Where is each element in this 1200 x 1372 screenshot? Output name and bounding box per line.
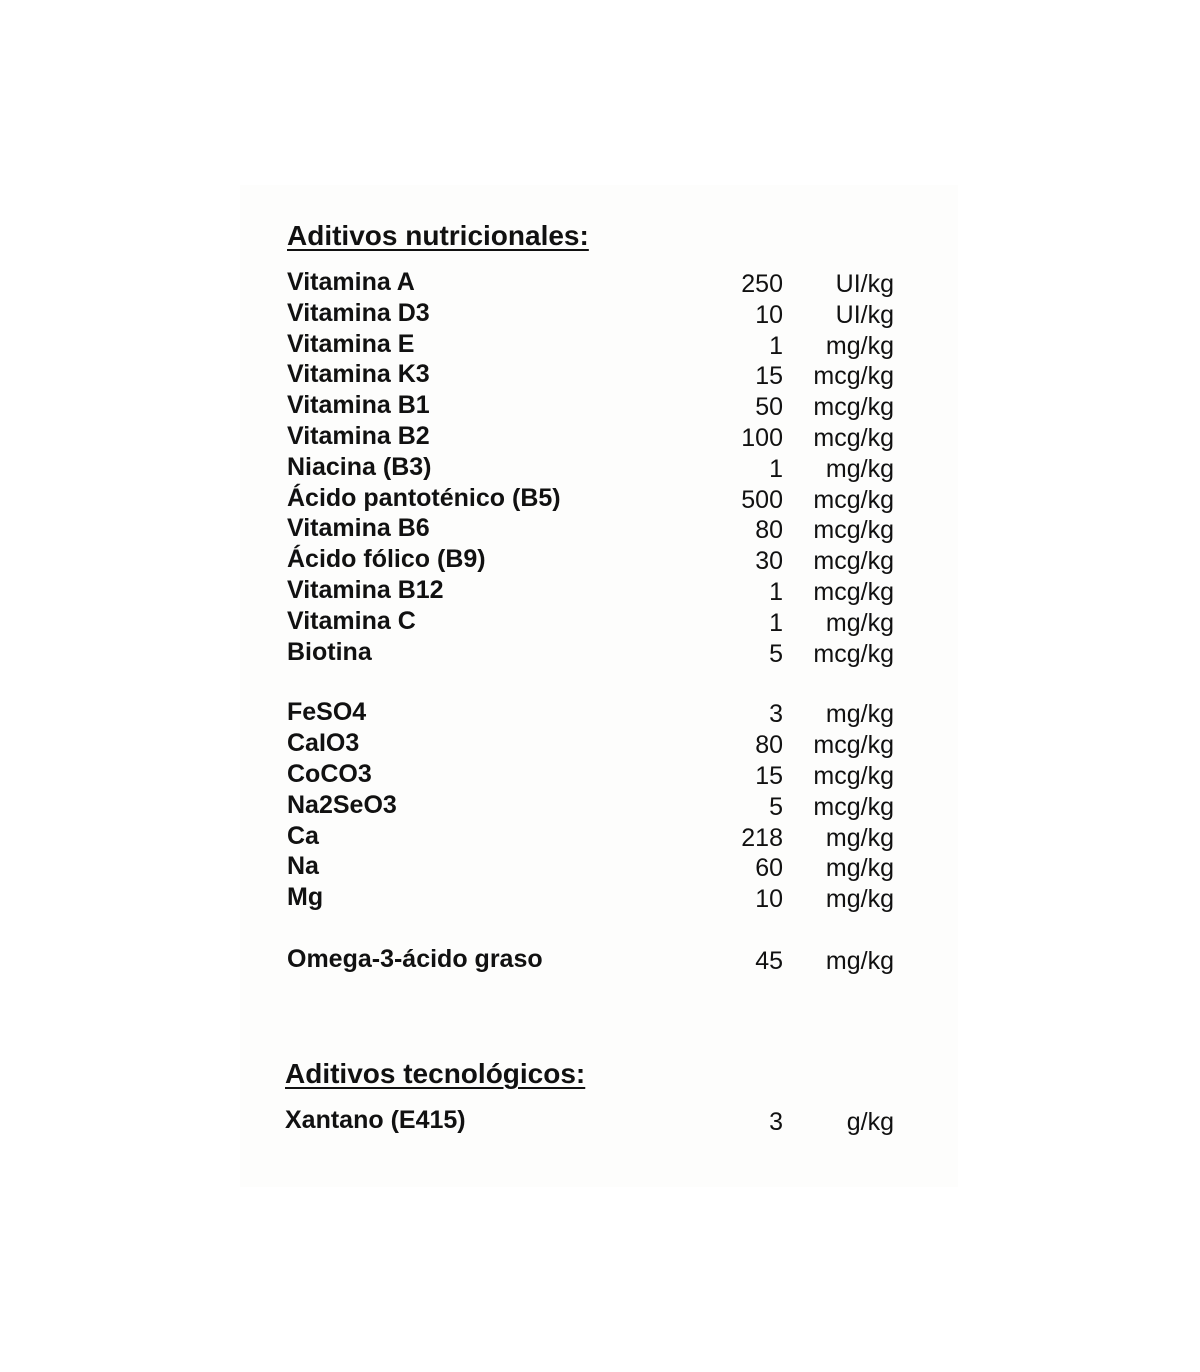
additive-row bbox=[287, 483, 907, 514]
additive-value: 1 bbox=[769, 608, 783, 637]
additive-value: 1 bbox=[769, 454, 783, 483]
additive-row bbox=[287, 267, 907, 298]
additive-row bbox=[287, 790, 907, 821]
additive-unit: mcg/kg bbox=[813, 362, 894, 391]
additive-value: 1 bbox=[769, 577, 783, 606]
additive-value: 80 bbox=[755, 516, 783, 545]
technological-list bbox=[285, 1105, 907, 1136]
additive-row bbox=[287, 513, 907, 544]
additive-unit: mg/kg bbox=[825, 331, 894, 360]
additive-row bbox=[287, 697, 907, 728]
additive-value: 15 bbox=[755, 761, 783, 790]
fatty-acids-list bbox=[287, 944, 907, 975]
additive-name: Niacina (B3) bbox=[287, 452, 432, 481]
additive-row bbox=[287, 452, 907, 483]
additive-name: Vitamina B1 bbox=[287, 391, 430, 420]
technological-heading: Aditivos tecnológicos: bbox=[285, 1057, 586, 1089]
additive-name: Vitamina D3 bbox=[287, 298, 430, 327]
additive-row bbox=[287, 544, 907, 575]
additive-name: Vitamina C bbox=[287, 606, 416, 635]
additive-value: 80 bbox=[755, 731, 783, 760]
additive-unit: mcg/kg bbox=[813, 761, 894, 790]
additive-value: 50 bbox=[755, 393, 783, 422]
section-spacer bbox=[287, 975, 907, 1057]
additive-name: Vitamina B12 bbox=[287, 575, 444, 604]
group-spacer bbox=[287, 913, 907, 944]
additive-row bbox=[287, 759, 907, 790]
additive-row bbox=[287, 359, 907, 390]
additive-unit: mcg/kg bbox=[813, 792, 894, 821]
additive-value: 30 bbox=[755, 547, 783, 576]
additive-value: 1 bbox=[769, 331, 783, 360]
additive-value: 15 bbox=[755, 362, 783, 391]
additive-row bbox=[287, 575, 907, 606]
additive-row bbox=[287, 821, 907, 852]
additive-name: Na2SeO3 bbox=[287, 790, 397, 819]
additive-unit: mg/kg bbox=[825, 823, 894, 852]
additive-row bbox=[287, 637, 907, 668]
additive-row bbox=[287, 421, 907, 452]
additive-unit: mg/kg bbox=[825, 946, 894, 975]
additive-unit: mcg/kg bbox=[813, 516, 894, 545]
additive-name: CaIO3 bbox=[287, 729, 360, 758]
additive-name: Vitamina B2 bbox=[287, 421, 430, 450]
additive-unit: mcg/kg bbox=[813, 731, 894, 760]
additive-value: 5 bbox=[769, 792, 783, 821]
additive-unit: UI/kg bbox=[835, 300, 894, 329]
additive-name: Xantano (E415) bbox=[285, 1105, 466, 1134]
additive-name: CoCO3 bbox=[287, 759, 372, 788]
additive-name: Vitamina B6 bbox=[287, 514, 430, 543]
additive-name: Vitamina E bbox=[287, 329, 415, 358]
additive-value: 5 bbox=[769, 639, 783, 668]
nutritional-heading: Aditivos nutricionales: bbox=[287, 220, 589, 251]
additive-value: 500 bbox=[741, 485, 783, 514]
additive-unit: mcg/kg bbox=[813, 577, 894, 606]
additive-row bbox=[287, 606, 907, 637]
additives-table bbox=[287, 219, 907, 1136]
additive-unit: mg/kg bbox=[825, 700, 894, 729]
additive-unit: mg/kg bbox=[825, 454, 894, 483]
additive-value: 10 bbox=[755, 885, 783, 914]
additive-unit: mcg/kg bbox=[813, 485, 894, 514]
additive-name: Ácido pantoténico (B5) bbox=[287, 483, 561, 512]
additive-row bbox=[285, 1105, 907, 1136]
additive-row bbox=[287, 851, 907, 882]
additive-unit: UI/kg bbox=[835, 270, 894, 298]
additive-row bbox=[287, 298, 907, 329]
additive-value: 3 bbox=[769, 700, 783, 729]
additive-name: Na bbox=[287, 852, 319, 881]
additive-name: Vitamina K3 bbox=[287, 360, 430, 389]
additive-value: 45 bbox=[755, 946, 783, 975]
additive-unit: mg/kg bbox=[825, 885, 894, 914]
minerals-list bbox=[287, 697, 907, 913]
additive-unit: mcg/kg bbox=[813, 639, 894, 668]
additive-value: 218 bbox=[741, 823, 783, 852]
additive-row bbox=[287, 329, 907, 360]
additive-value: 250 bbox=[741, 270, 783, 298]
additive-name: Ca bbox=[287, 821, 319, 850]
additive-value: 100 bbox=[741, 423, 783, 452]
group-spacer bbox=[287, 667, 907, 697]
additive-unit: mcg/kg bbox=[813, 423, 894, 452]
additive-unit: mg/kg bbox=[825, 854, 894, 883]
additive-name: Biotina bbox=[287, 637, 372, 666]
additive-row bbox=[287, 944, 907, 975]
additive-row bbox=[287, 882, 907, 913]
additive-unit: g/kg bbox=[846, 1107, 894, 1136]
additive-row bbox=[287, 390, 907, 421]
additive-unit: mg/kg bbox=[825, 608, 894, 637]
additive-name: FeSO4 bbox=[287, 698, 367, 727]
additive-value: 60 bbox=[755, 854, 783, 883]
additive-name: Omega-3-ácido graso bbox=[287, 944, 543, 973]
additive-value: 10 bbox=[755, 300, 783, 329]
additive-name: Vitamina A bbox=[287, 268, 415, 296]
additive-name: Ácido fólico (B9) bbox=[287, 545, 486, 574]
additive-unit: mcg/kg bbox=[813, 393, 894, 422]
additive-value: 3 bbox=[769, 1107, 783, 1136]
additive-unit: mcg/kg bbox=[813, 547, 894, 576]
additive-row bbox=[287, 728, 907, 759]
vitamins-list bbox=[287, 267, 907, 667]
additive-name: Mg bbox=[287, 883, 324, 912]
